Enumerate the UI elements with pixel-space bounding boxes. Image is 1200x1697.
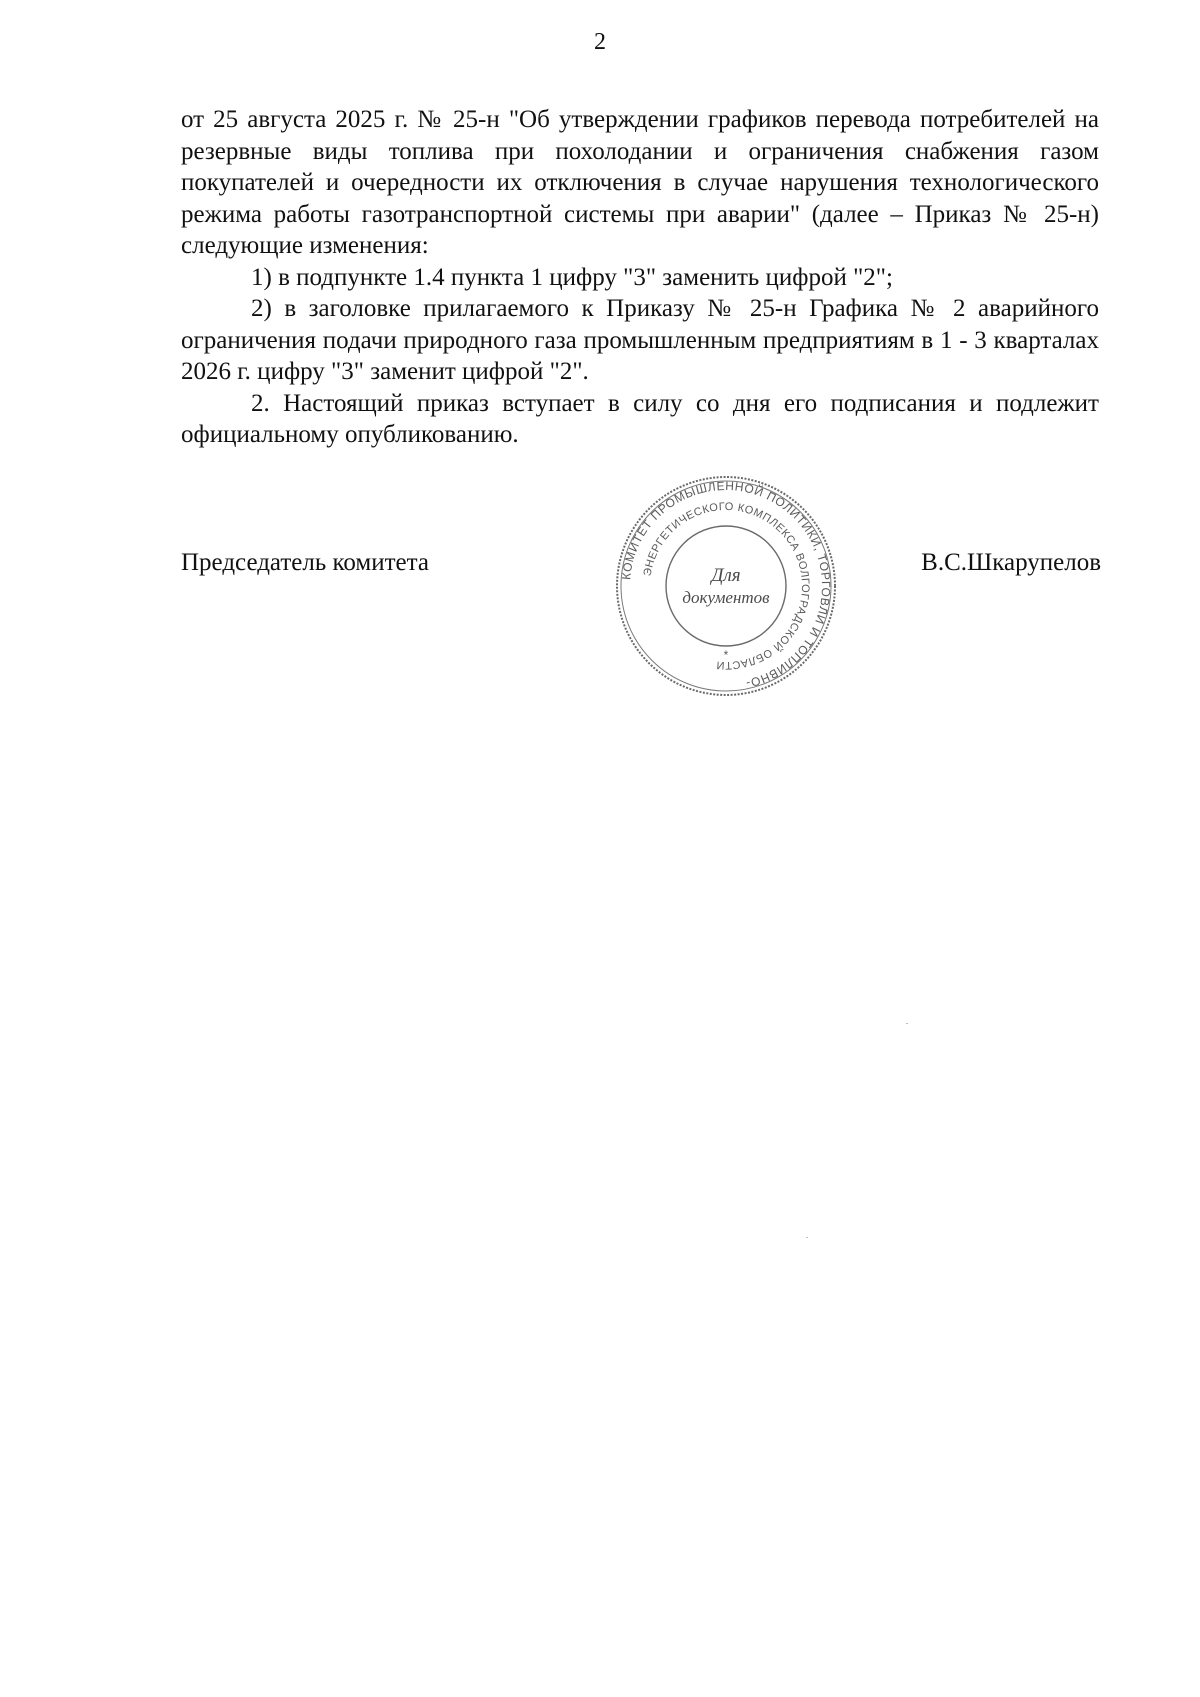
seal-outer-text: КОМИТЕТ ПРОМЫШЛЕННОЙ ПОЛИТИКИ, ТОРГОВЛИ И ТОПЛИВНО- bbox=[619, 478, 834, 691]
signer-title: Председатель комитета bbox=[181, 549, 429, 576]
paragraph-effective-date: 2. Настоящий приказ вступает в силу со дня его подписания и подлежит официальному опубликованию. bbox=[181, 389, 1099, 448]
signature-block bbox=[0, 548, 1200, 578]
paragraph-amendment-intro: от 25 августа 2025 г. № 25-н "Об утверждении графиков перевода потребителей на резервные виды топлива при похолодании и ограничения снабжения газом покупателей и очередности их отключения в случае нарушения технологического режима работы газотранспортной системы при аварии" (далее – Приказ № 25-н) следующие изменения: bbox=[181, 106, 1099, 259]
amendment-item-2: 2) в заголовке прилагаемого к Приказу № 25-н Графика № 2 аварийного ограничения подачи природного газа промышленным предприятиям в 1 - 3 кварталах 2026 г. цифру "3" заменит цифрой "2". bbox=[181, 295, 1099, 385]
scan-speck bbox=[806, 1237, 808, 1238]
document-body bbox=[181, 104, 1099, 451]
signer-name: В.С.Шкарупелов bbox=[921, 549, 1101, 576]
amendment-item-1: 1) в подпункте 1.4 пункта 1 цифру "3" заменить цифрой "2"; bbox=[251, 263, 893, 291]
seal-center-line-2: документов bbox=[682, 588, 770, 607]
scan-speck bbox=[906, 1023, 908, 1024]
page-number: 2 bbox=[594, 29, 606, 55]
official-seal bbox=[613, 473, 839, 699]
seal-star-icon: * bbox=[723, 648, 729, 662]
seal-center-line-1: Для bbox=[711, 565, 741, 586]
seal-inner-text: ЭНЕРГЕТИЧЕСКОГО КОМПЛЕКСА ВОЛГОГРАДСКОЙ ОБЛАСТИ bbox=[641, 500, 812, 672]
